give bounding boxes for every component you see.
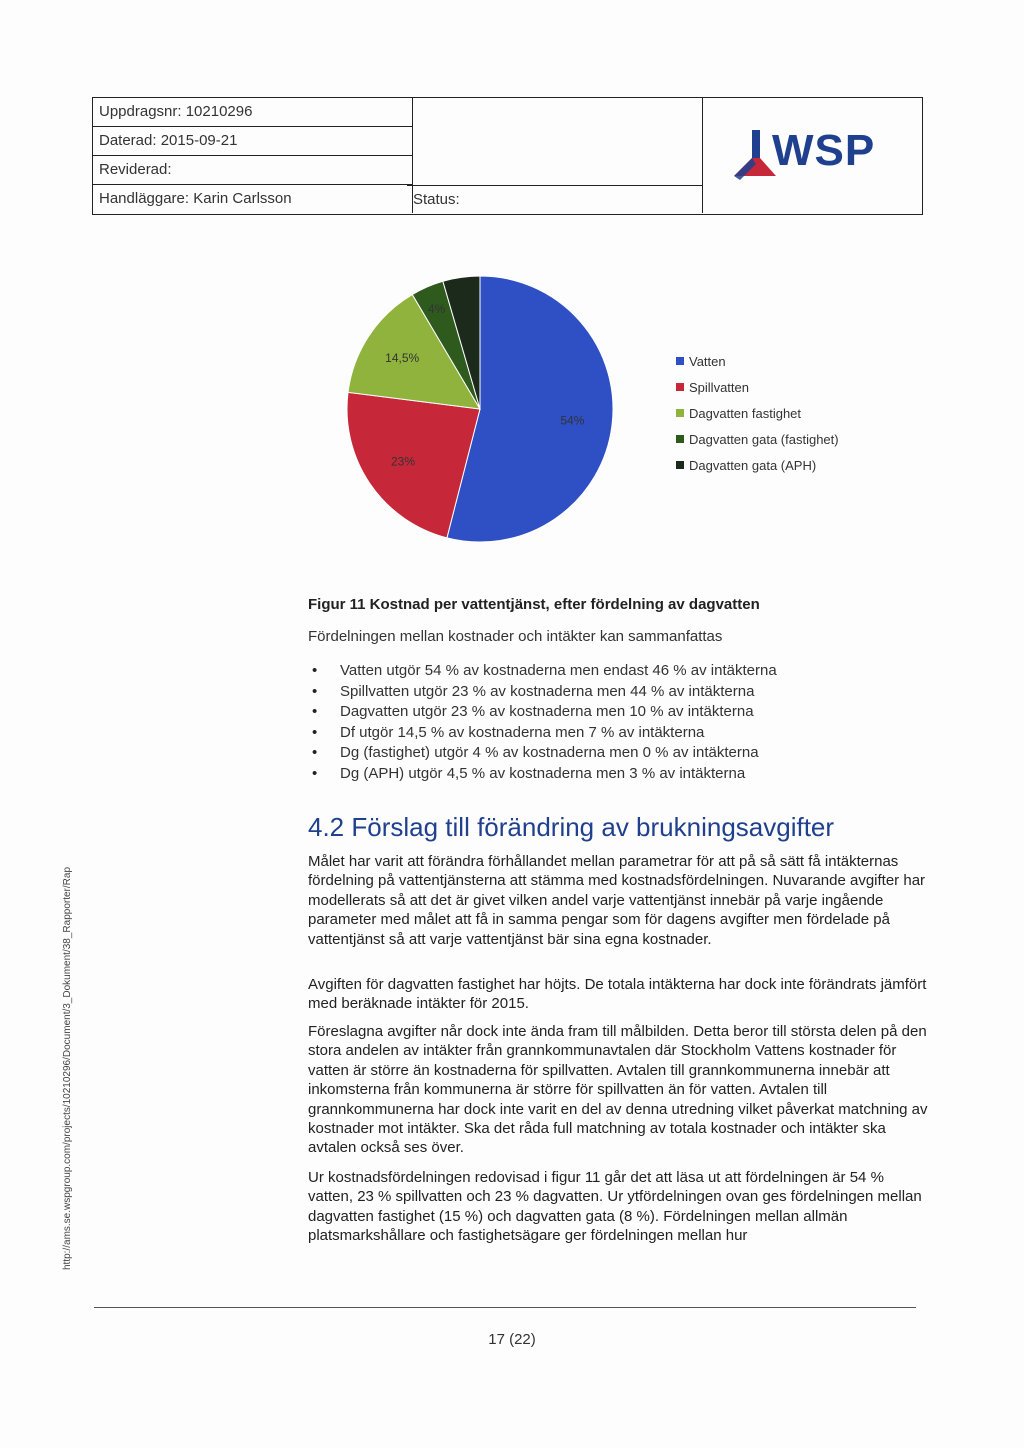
pie-data-label: 4% bbox=[428, 301, 446, 316]
legend-label: Spillvatten bbox=[689, 379, 749, 395]
legend-item bbox=[676, 452, 839, 478]
wsp-logo bbox=[730, 124, 910, 184]
body-paragraph: Målet har varit att förändra förhållandet mellan parametrar för att på så sätt få intäkternas fördelning på vattentjänsterna att stämma med kostnadsfördelningen. Nuvarande avgifter har modellerats så att det är givet vilken andel varje vattentjänst innebär på varje ingående parameter med målet att få in samma pengar som för dagens avgifter men fördelade på vattentjänst så att varje vattentjänst bär sina egna kostnader. bbox=[308, 853, 926, 948]
list-item: • Dg (APH) utgör 4,5 % av kostnaderna men 3 % av intäkterna bbox=[308, 764, 777, 785]
list-item: • Df utgör 14,5 % av kostnaderna men 7 % av intäkterna bbox=[308, 723, 777, 744]
legend-swatch bbox=[676, 383, 684, 391]
handlaggare-field: Handläggare: Karin Carlsson bbox=[93, 185, 413, 213]
pie-data-label: 14,5% bbox=[385, 350, 420, 365]
list-item: • Dg (fastighet) utgör 4 % av kostnaderna men 0 % av intäkterna bbox=[308, 743, 777, 764]
body-paragraph: Ur kostnadsfördelningen redovisad i figur 11 går det att läsa ut att fördelningen är 54 % vatten, 23 % spillvatten och 23 % dagvatten. Ur ytfördelningen ovan ges fördelningen mellan dagvatten fastighet (15 %) och dagvatten gata (8 %). Fördelningen mellan allmän platsmarkshållare och fastighetsägare ger fördelningen mellan hur bbox=[308, 1169, 922, 1245]
side-document-url: http://ams.se.wspgroup.com/projects/10210296/Document/3_Dokument/38_Rapporter/Rap bbox=[62, 866, 73, 1270]
legend-swatch bbox=[676, 461, 684, 469]
legend-label: Vatten bbox=[689, 353, 726, 369]
legend-item bbox=[676, 426, 839, 452]
page-number: 17 (22) bbox=[488, 1331, 536, 1348]
legend-swatch bbox=[676, 435, 684, 443]
chart-legend bbox=[676, 348, 839, 478]
wsp-logo-text: WSP bbox=[772, 126, 876, 175]
legend-item bbox=[676, 348, 839, 374]
legend-label: Dagvatten gata (fastighet) bbox=[689, 431, 839, 447]
summary-bullet-list bbox=[308, 661, 777, 784]
legend-swatch bbox=[676, 357, 684, 365]
uppdragsnr-field: Uppdragsnr: 10210296 bbox=[93, 98, 413, 127]
list-item: • Dagvatten utgör 23 % av kostnaderna men 10 % av intäkterna bbox=[308, 702, 777, 723]
daterad-field: Daterad: 2015-09-21 bbox=[93, 127, 413, 156]
wsp-logo-icon bbox=[730, 124, 776, 184]
legend-label: Dagvatten fastighet bbox=[689, 405, 802, 421]
list-item: • Vatten utgör 54 % av kostnaderna men endast 46 % av intäkterna bbox=[308, 661, 777, 682]
legend-item bbox=[676, 400, 839, 426]
figure-caption: Figur 11 Kostnad per vattentjänst, efter fördelning av dagvatten bbox=[308, 596, 760, 613]
header-empty-cell bbox=[407, 98, 703, 185]
intro-text: Fördelningen mellan kostnader och intäkter kan sammanfattas bbox=[308, 628, 723, 645]
pie-data-label: 23% bbox=[390, 454, 416, 469]
footer-divider bbox=[94, 1307, 916, 1308]
body-paragraph: Föreslagna avgifter når dock inte ända fram till målbilden. Detta beror till största delen på den stora andelen av intäkter från grannkommunavtalen där Stockholm Vattens kostnader för vatten är större än kostnaderna för spillvatten. Avtalen till grannkommunerna innebär att inkomsterna från kommunerna är större för spillvatten än för vatten. Avtalen till grannkommunerna har dock inte varit en del av denna utredning vilket påverkat matchning av kostnader mot intäkter. Ska det råda full matchning av totala kostnader och intäkter ska avtalen också ses över. bbox=[308, 1023, 928, 1157]
section-heading: 4.2 Förslag till förändring av brukningsavgifter bbox=[308, 812, 835, 842]
pie-data-label: 54% bbox=[560, 413, 585, 428]
reviderad-field: Reviderad: bbox=[93, 156, 413, 185]
list-item: • Spillvatten utgör 23 % av kostnaderna men 44 % av intäkterna bbox=[308, 682, 777, 703]
legend-swatch bbox=[676, 409, 684, 417]
legend-item bbox=[676, 374, 839, 400]
status-field: Status: bbox=[407, 185, 703, 213]
body-paragraph: Avgiften för dagvatten fastighet har höjts. De totala intäkterna har dock inte förändrats jämfört med beräknade intäkter för 2015. bbox=[308, 976, 927, 1013]
legend-label: Dagvatten gata (APH) bbox=[689, 457, 817, 473]
